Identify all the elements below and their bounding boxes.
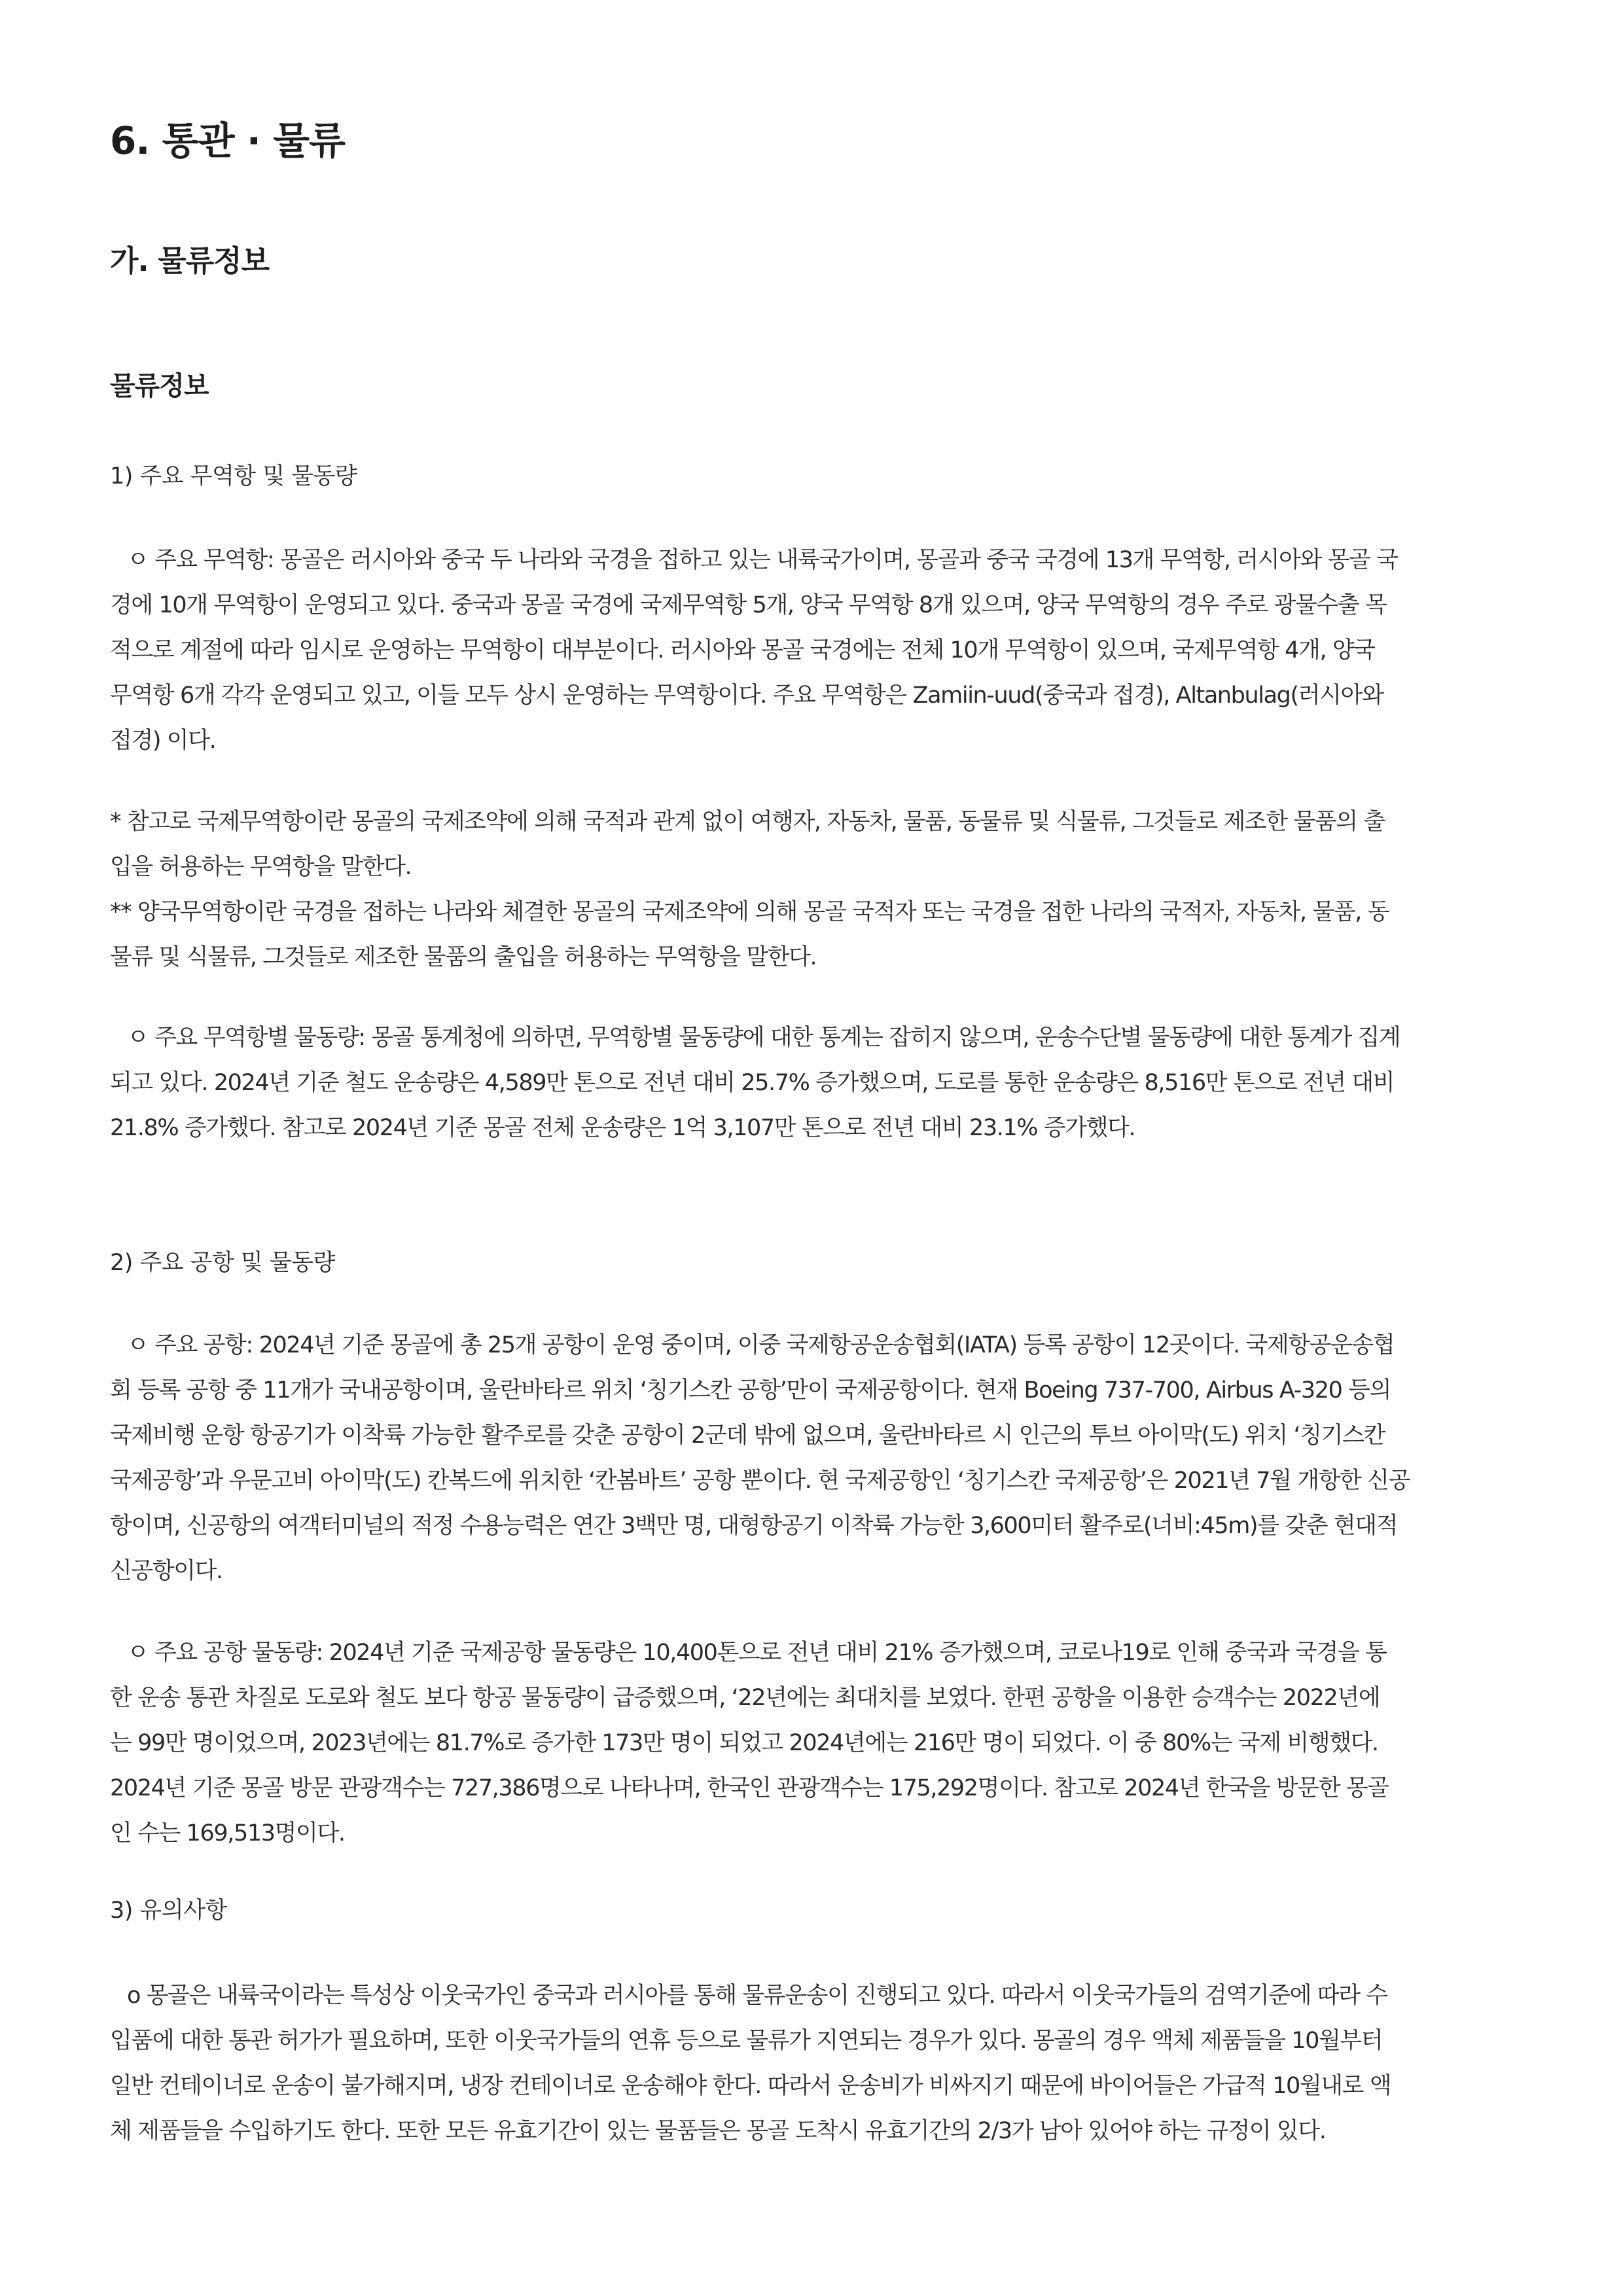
text-line: 국제공항’과 우문고비 아이막(도) 칸복드에 위치한 ‘칸봄바트’ 공항 뿐이다. 현 국제공항인 ‘칭기스칸 국제공항’은 2021년 7월 개항한 신공 — [110, 1468, 1410, 1494]
text-line: ㅇ 주요 공항 물동량: 2024년 기준 국제공항 물동량은 10,400톤으로 전년 대비 21% 증가했으며, 코로나19로 인해 중국과 국경을 통 — [127, 1640, 1387, 1666]
text-line: * 참고로 국제무역항이란 몽골의 국제조약에 의해 국적과 관계 없이 여행자, 자동차, 물품, 동물류 및 식물류, 그것들로 제조한 물품의 출 — [110, 809, 1385, 835]
text-line: 국제비행 운항 항공기가 이착륙 가능한 활주로를 갖춘 공항이 2군데 밖에 없으며, 울란바타르 시 인근의 투브 아이막(도) 위치 ‘칭기스칸 — [110, 1422, 1385, 1449]
text-line: 회 등록 공항 중 11개가 국내공항이며, 울란바타르 위치 ‘칭기스칸 공항’만이 국제공항이다. 현재 Boeing 737-700, Airbus A-320 등의 — [110, 1377, 1391, 1404]
text-line: ㅇ 주요 무역항: 몽골은 러시아와 중국 두 나라와 국경을 접하고 있는 내륙국가이며, 몽골과 중국 국경에 13개 무역항, 러시아와 몽골 국 — [127, 547, 1398, 573]
paragraph-ports-overview — [110, 538, 1517, 764]
section-title: 가. 물류정보 — [110, 243, 270, 278]
text-line: 입품에 대한 통관 허가가 필요하며, 또한 이웃국가들의 연휴 등으로 물류가 지연되는 경우가 있다. 몽골의 경우 액체 제품들을 10월부터 — [110, 2028, 1383, 2054]
text-line: 접경) 이다. — [110, 728, 216, 754]
text-line: 무역항 6개 각각 운영되고 있고, 이들 모두 상시 운영하는 무역항이다. 주요 무역항은 Zamiin-uud(중국과 접경), Altanbulag(러시아와 — [110, 682, 1383, 709]
text-line: ** 양국무역항이란 국경을 접하는 나라와 체결한 몽골의 국제조약에 의해 몽골 국적자 또는 국경을 접한 나라의 국적자, 자동차, 물품, 동 — [110, 899, 1389, 925]
text-line: 입을 허용하는 무역항을 말한다. — [110, 854, 412, 880]
text-line: 신공항이다. — [110, 1558, 223, 1584]
text-line: 되고 있다. 2024년 기준 철도 운송량은 4,589만 톤으로 전년 대비 25.7% 증가했으며, 도로를 통한 운송량은 8,516만 톤으로 전년 대비 — [110, 1070, 1395, 1096]
paragraph-ports-notes — [110, 800, 1517, 980]
text-line: 21.8% 증가했다. 참고로 2024년 기준 몽골 전체 운송량은 1억 3,107만 톤으로 전년 대비 23.1% 증가했다. — [110, 1115, 1135, 1141]
text-line: o 몽골은 내륙국이라는 특성상 이웃국가인 중국과 러시아를 통해 물류운송이 진행되고 있다. 따라서 이웃국가들의 검역기준에 따라 수 — [127, 1983, 1387, 2009]
text-line: 항이며, 신공항의 여객터미널의 적정 수용능력은 연간 3백만 명, 대형항공기 이착륙 가능한 3,600미터 활주로(너비:45m)를 갖춘 현대적 — [110, 1513, 1398, 1539]
paragraph-ports-volume — [110, 1016, 1517, 1151]
text-line: 는 99만 명이었으며, 2023년에는 81.7%로 증가한 173만 명이 되었고 2024년에는 216만 명이 되었다. 이 중 80%는 국제 비행했다. — [110, 1730, 1378, 1756]
text-line: 체 제품들을 수입하기도 한다. 또한 모든 유효기간이 있는 물품들은 몽골 도착시 유효기간의 2/3가 남아 있어야 하는 규정이 있다. — [110, 2118, 1326, 2144]
text-line: ㅇ 주요 무역항별 물동량: 몽골 통계청에 의하면, 무역항별 물동량에 대한 통계는 잡히지 않으며, 운송수단별 물동량에 대한 통계가 집계 — [127, 1025, 1400, 1051]
text-line: ㅇ 주요 공항: 2024년 기준 몽골에 총 25개 공항이 운영 중이며, 이중 국제항공운송협회(IATA) 등록 공항이 12곳이다. 국제항공운송협 — [127, 1332, 1395, 1358]
chapter-title: 6. 통관 · 물류 — [110, 118, 346, 163]
item-heading-ports: 1) 주요 무역항 및 물동량 — [110, 463, 357, 489]
item-heading-airports: 2) 주요 공항 및 물동량 — [110, 1250, 335, 1276]
subsection-title: 물류정보 — [110, 371, 209, 401]
text-line: 인 수는 169,513명이다. — [110, 1820, 345, 1846]
paragraph-airports-volume — [110, 1631, 1517, 1856]
text-line: 경에 10개 무역항이 운영되고 있다. 중국과 몽골 국경에 국제무역항 5개, 양국 무역항 8개 있으며, 양국 무역항의 경우 주로 광물수출 목 — [110, 592, 1387, 618]
text-line: 2024년 기준 몽골 방문 관광객수는 727,386명으로 나타나며, 한국인 관광객수는 175,292명이다. 참고로 2024년 한국을 방문한 몽골 — [110, 1775, 1389, 1801]
text-line: 물류 및 식물류, 그것들로 제조한 물품의 출입을 허용하는 무역항을 말한다. — [110, 944, 817, 970]
paragraph-airports-overview — [110, 1323, 1517, 1594]
text-line: 한 운송 통관 차질로 도로와 철도 보다 항공 물동량이 급증했으며, ‘22년에는 최대치를 보였다. 한편 공항을 이용한 승객수는 2022년에 — [110, 1685, 1380, 1711]
paragraph-notes — [110, 1973, 1517, 2154]
text-line: 적으로 계절에 따라 임시로 운영하는 무역항이 대부분이다. 러시아와 몽골 국경에는 전체 10개 무역항이 있으며, 국제무역항 4개, 양국 — [110, 637, 1375, 663]
text-line: 일반 컨테이너로 운송이 불가해지며, 냉장 컨테이너로 운송해야 한다. 따라서 운송비가 비싸지기 때문에 바이어들은 가급적 10월내로 액 — [110, 2073, 1391, 2099]
item-heading-notes: 3) 유의사항 — [110, 1898, 227, 1924]
